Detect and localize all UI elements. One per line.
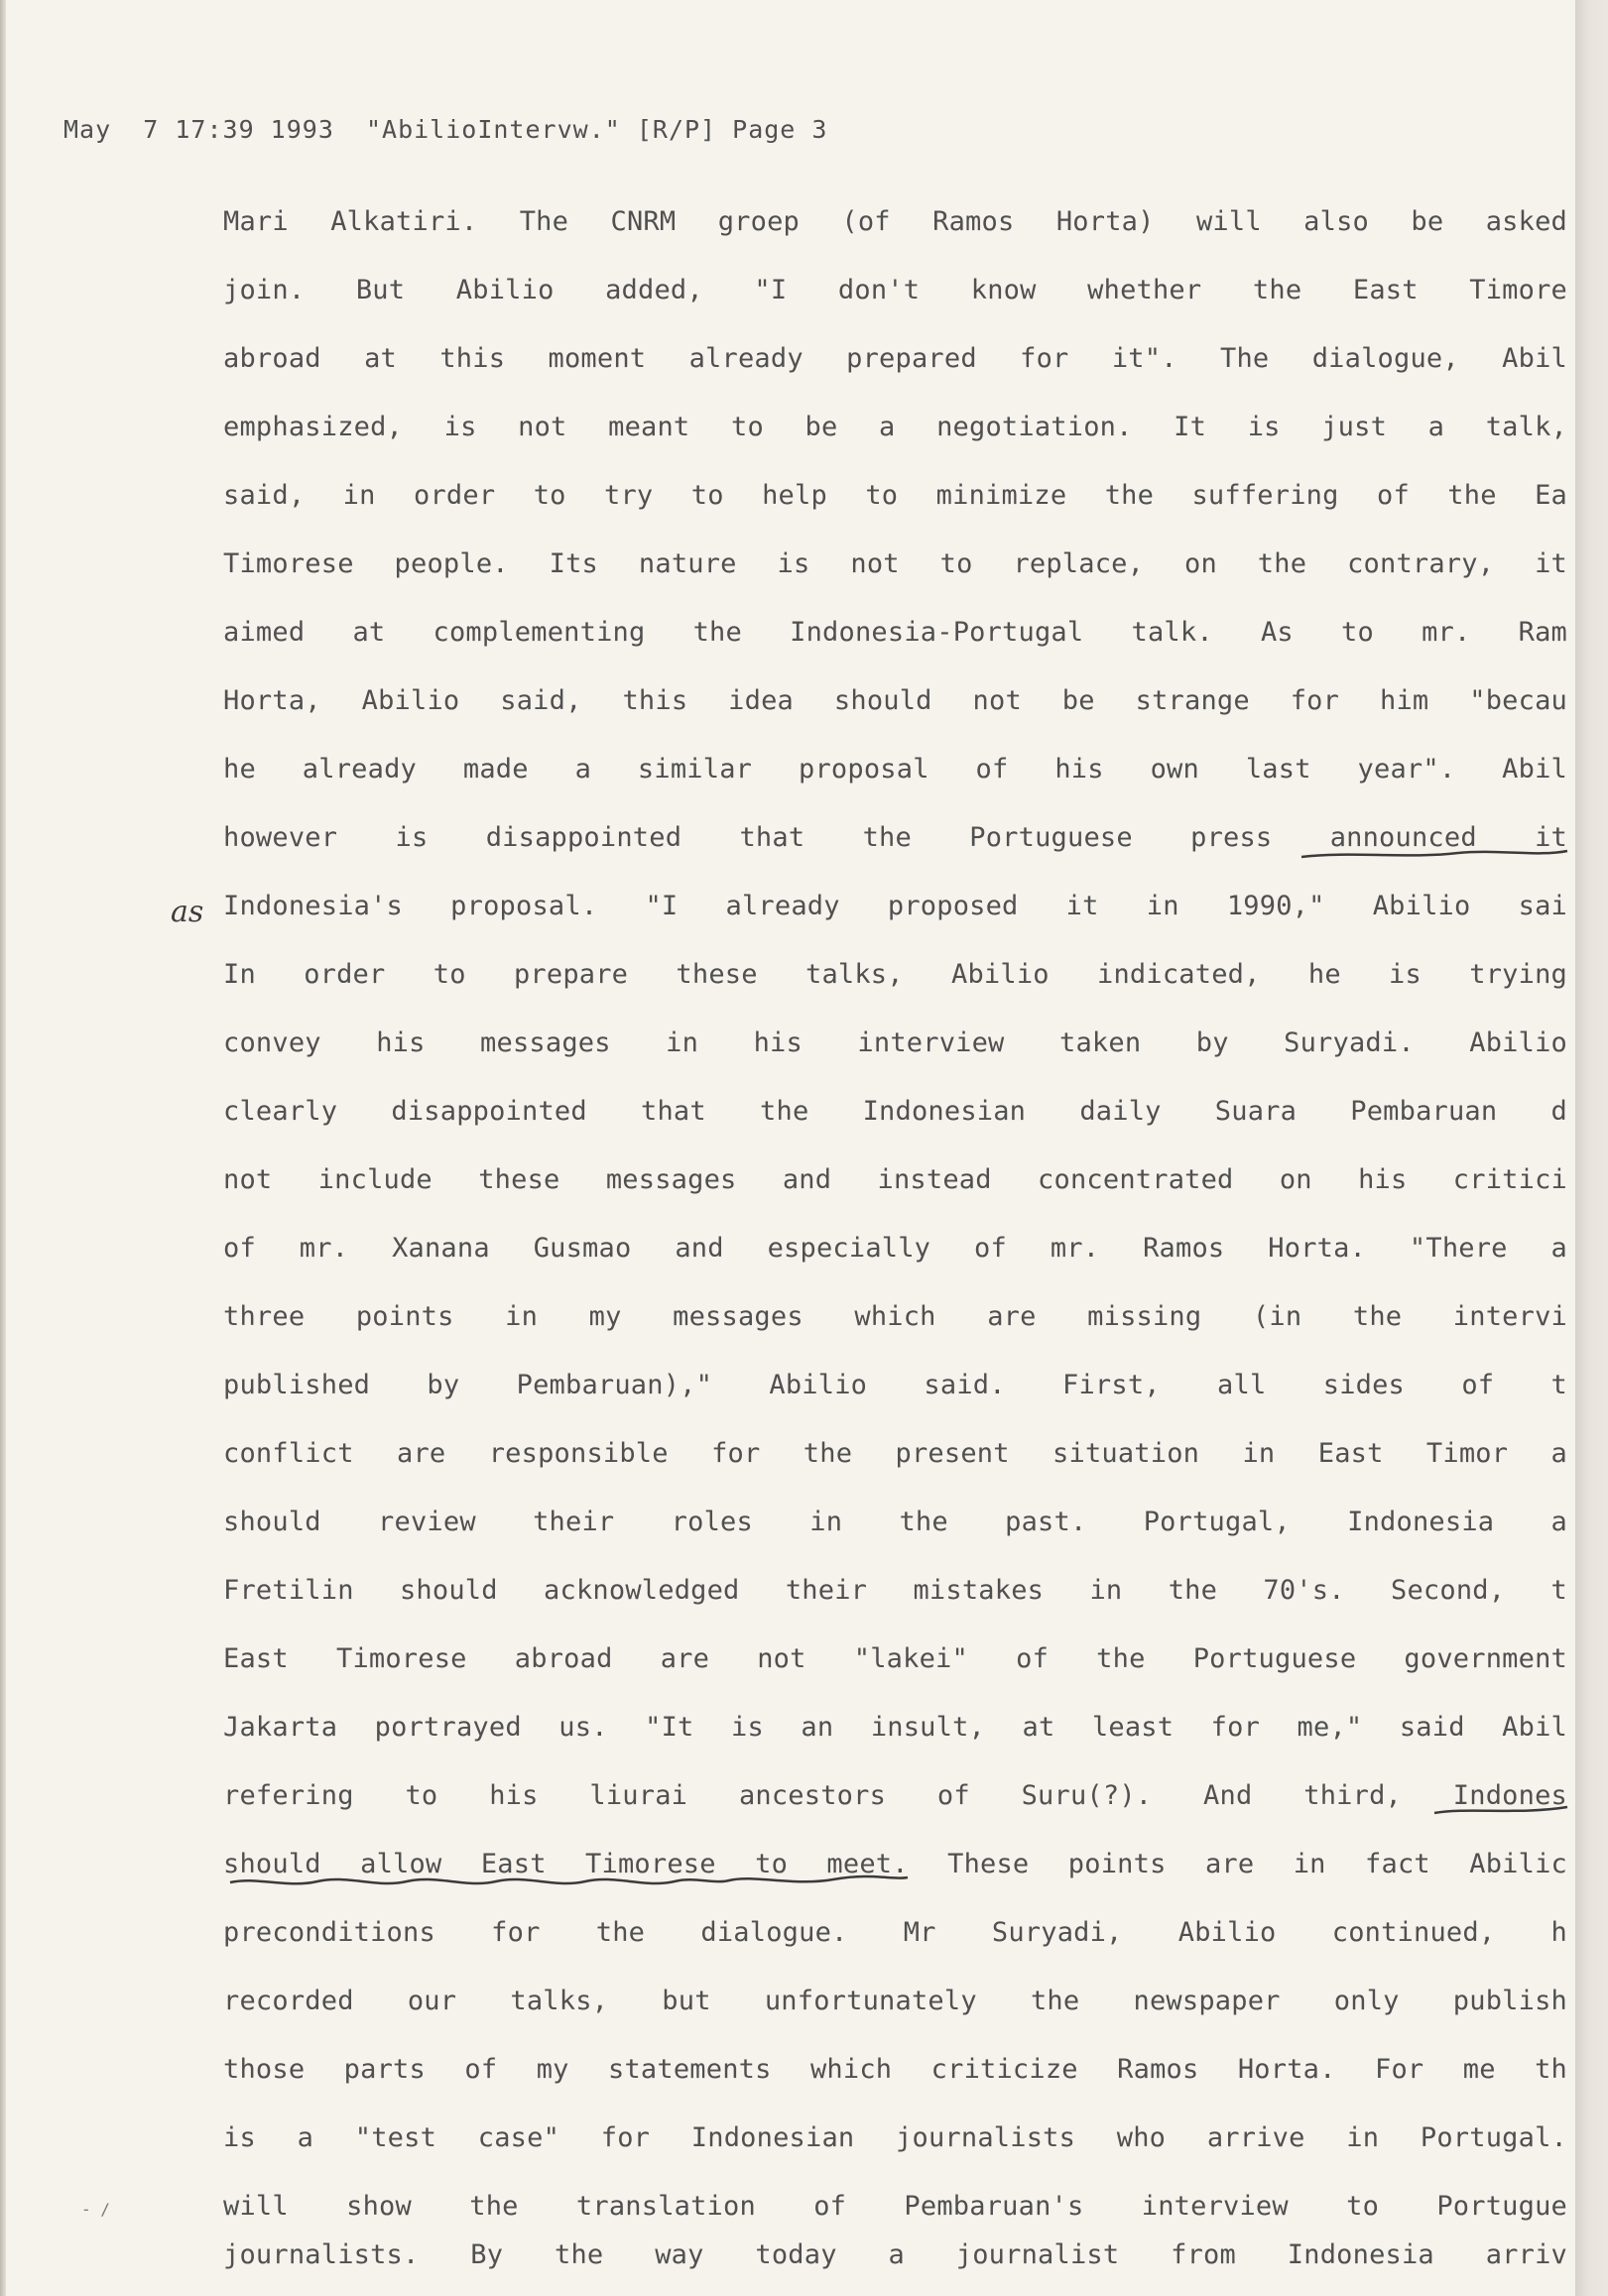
binding-edge [0, 0, 6, 2296]
text-line: should review their roles in the past. Portugal, Indonesia a [223, 1507, 1567, 1537]
text-line: abroad at this moment already prepared for it". The dialogue, Abil [223, 343, 1567, 374]
text-line: aimed at complementing the Indonesia-Portugal talk. As to mr. Ram [223, 617, 1567, 648]
text-line: should allow East Timorese to meet. These points are in fact Abilic [223, 1849, 1567, 1879]
text-line: not include these messages and instead concentrated on his critici [223, 1164, 1567, 1195]
stray-mark: - / [81, 2200, 110, 2219]
text-line: emphasized, is not meant to be a negotiation. It is just a talk, [223, 412, 1567, 442]
text-line: conflict are responsible for the present situation in East Timor a [223, 1438, 1567, 1469]
page-right-edge [1575, 0, 1608, 2296]
text-line: will show the translation of Pembaruan's interview to Portugue [223, 2191, 1567, 2222]
text-line: those parts of my statements which criticize Ramos Horta. For me th [223, 2054, 1567, 2085]
text-line: clearly disappointed that the Indonesian daily Suara Pembaruan d [223, 1096, 1567, 1127]
page-header: May 7 17:39 1993 "AbilioIntervw." [R/P] Page 3 [63, 115, 828, 144]
text-line: join. But Abilio added, "I don't know whether the East Timore [223, 275, 1567, 305]
text-line: published by Pembaruan)," Abilio said. First, all sides of t [223, 1370, 1567, 1400]
text-line: is a "test case" for Indonesian journalists who arrive in Portugal. [223, 2122, 1567, 2153]
text-line: Fretilin should acknowledged their mistakes in the 70's. Second, t [223, 1575, 1567, 1606]
text-line: three points in my messages which are missing (in the intervi [223, 1301, 1567, 1332]
text-line: of mr. Xanana Gusmao and especially of mr. Ramos Horta. "There a [223, 1233, 1567, 1264]
text-line: In order to prepare these talks, Abilio indicated, he is trying [223, 959, 1567, 990]
text-line: Timorese people. Its nature is not to replace, on the contrary, it [223, 548, 1567, 579]
text-line: Jakarta portrayed us. "It is an insult, at least for me," said Abil [223, 1712, 1567, 1743]
text-line: convey his messages in his interview taken by Suryadi. Abilio [223, 1027, 1567, 1058]
text-line: Mari Alkatiri. The CNRM groep (of Ramos Horta) will also be asked [223, 206, 1567, 237]
text-line: East Timorese abroad are not "lakei" of the Portuguese government [223, 1643, 1567, 1674]
text-line: journalists. By the way today a journalist from Indonesia arriv [223, 2239, 1567, 2270]
text-line: preconditions for the dialogue. Mr Suryadi, Abilio continued, h [223, 1917, 1567, 1948]
text-line: refering to his liurai ancestors of Suru(?). And third, Indones [223, 1780, 1567, 1811]
handwritten-margin-note: as [171, 895, 204, 929]
text-line: Horta, Abilio said, this idea should not be strange for him "becau [223, 685, 1567, 716]
text-line: said, in order to try to help to minimize the suffering of the Ea [223, 480, 1567, 511]
text-line: he already made a similar proposal of his own last year". Abil [223, 754, 1567, 785]
text-line: Indonesia's proposal. "I already proposed it in 1990," Abilio sai [223, 891, 1567, 921]
text-line: recorded our talks, but unfortunately the newspaper only publish [223, 1986, 1567, 2016]
text-line: however is disappointed that the Portuguese press announced it [223, 822, 1567, 853]
